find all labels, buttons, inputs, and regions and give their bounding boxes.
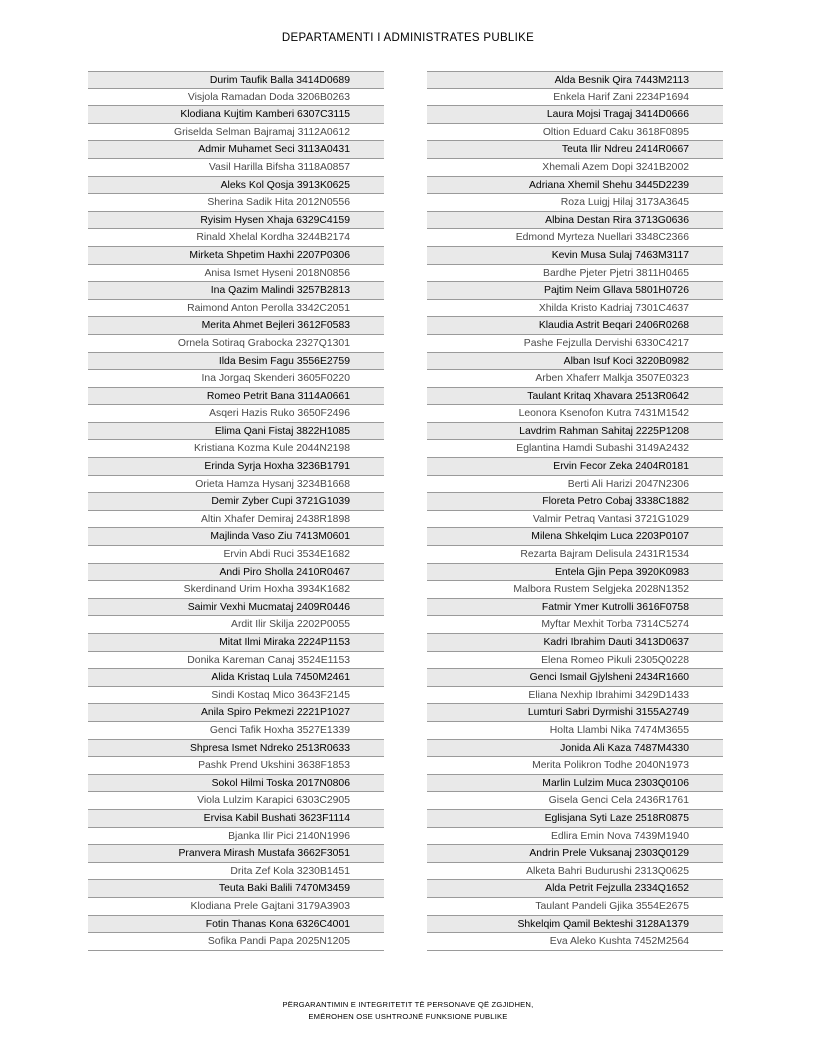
list-item: Berti Ali Harizi 2047N2306: [427, 476, 723, 494]
list-item: Andi Piro Sholla 2410R0467: [88, 564, 384, 582]
list-item: Enkela Harif Zani 2234P1694: [427, 89, 723, 107]
list-item: Alida Kristaq Lula 7450M2461: [88, 669, 384, 687]
list-item: Ardit Ilir Skilja 2202P0055: [88, 616, 384, 634]
list-item: Lavdrim Rahman Sahitaj 2225P1208: [427, 423, 723, 441]
list-item: Fatmir Ymer Kutrolli 3616F0758: [427, 599, 723, 617]
list-item: Sherina Sadik Hita 2012N0556: [88, 194, 384, 212]
list-item: Merita Ahmet Bejleri 3612F0583: [88, 317, 384, 335]
list-item: Arben Xhaferr Malkja 3507E0323: [427, 370, 723, 388]
list-item: Anisa Ismet Hyseni 2018N0856: [88, 265, 384, 283]
list-item: Oltion Eduard Caku 3618F0895: [427, 124, 723, 142]
list-item: Alketa Bahri Budurushi 2313Q0625: [427, 863, 723, 881]
list-item: Sindi Kostaq Mico 3643F2145: [88, 687, 384, 705]
list-item: Alda Besnik Qira 7443M2113: [427, 71, 723, 89]
list-item: Asqeri Hazis Ruko 3650F2496: [88, 405, 384, 423]
list-item: Romeo Petrit Bana 3114A0661: [88, 388, 384, 406]
list-item: Alda Petrit Fejzulla 2334Q1652: [427, 880, 723, 898]
list-item: Fotin Thanas Kona 6326C4001: [88, 916, 384, 934]
list-item: Lumturi Sabri Dyrmishi 3155A2749: [427, 704, 723, 722]
list-item: Vasil Harilla Bifsha 3118A0857: [88, 159, 384, 177]
list-item: Elima Qani Fistaj 3822H1085: [88, 423, 384, 441]
list-item: Donika Kareman Canaj 3524E1153: [88, 652, 384, 670]
list-item: Eglantina Hamdi Subashi 3149A2432: [427, 440, 723, 458]
list-item: Merita Polikron Todhe 2040N1973: [427, 757, 723, 775]
list-item: Genci Tafik Hoxha 3527E1339: [88, 722, 384, 740]
list-item: Ryisim Hysen Xhaja 6329C4159: [88, 212, 384, 230]
list-item: Pranvera Mirash Mustafa 3662F3051: [88, 845, 384, 863]
list-item: Bardhe Pjeter Pjetri 3811H0465: [427, 265, 723, 283]
list-item: Milena Shkelqim Luca 2203P0107: [427, 528, 723, 546]
list-item: Admir Muhamet Seci 3113A0431: [88, 141, 384, 159]
list-item: Entela Gjin Pepa 3920K0983: [427, 564, 723, 582]
list-item: Xhemali Azem Dopi 3241B2002: [427, 159, 723, 177]
list-item: Ervin Abdi Ruci 3534E1682: [88, 546, 384, 564]
list-item: Elena Romeo Pikuli 2305Q0228: [427, 652, 723, 670]
list-item: Laura Mojsi Tragaj 3414D0666: [427, 106, 723, 124]
footer-line-1: PËRGARANTIMIN E INTEGRITETIT TË PERSONAVE QË ZGJIDHEN,: [282, 1000, 534, 1009]
list-item: Edlira Emin Nova 7439M1940: [427, 828, 723, 846]
list-item: Marlin Lulzim Muca 2303Q0106: [427, 775, 723, 793]
list-item: Pashk Prend Ukshini 3638F1853: [88, 757, 384, 775]
left-name-list: [88, 71, 384, 951]
list-item: Sokol Hilmi Toska 2017N0806: [88, 775, 384, 793]
list-item: Orieta Hamza Hysanj 3234B1668: [88, 476, 384, 494]
list-item: Jonida Ali Kaza 7487M4330: [427, 740, 723, 758]
list-item: Edmond Myrteza Nuellari 3348C2366: [427, 229, 723, 247]
list-item: Shpresa Ismet Ndreko 2513R0633: [88, 740, 384, 758]
list-item: Klodiana Prele Gajtani 3179A3903: [88, 898, 384, 916]
list-item: Visjola Ramadan Doda 3206B0263: [88, 89, 384, 107]
list-item: Kristiana Kozma Kule 2044N2198: [88, 440, 384, 458]
list-item: Bjanka Ilir Pici 2140N1996: [88, 828, 384, 846]
list-item: Xhilda Kristo Kadriaj 7301C4637: [427, 300, 723, 318]
footer-line-2: EMËROHEN OSE USHTROJNË FUNKSIONE PUBLIKE: [308, 1012, 508, 1021]
list-item: Gisela Genci Cela 2436R1761: [427, 792, 723, 810]
list-item: Ervisa Kabil Bushati 3623F1114: [88, 810, 384, 828]
list-item: Mitat Ilmi Miraka 2224P1153: [88, 634, 384, 652]
list-item: Eva Aleko Kushta 7452M2564: [427, 933, 723, 951]
list-item: Kevin Musa Sulaj 7463M3117: [427, 247, 723, 265]
list-item: Ornela Sotiraq Grabocka 2327Q1301: [88, 335, 384, 353]
list-item: Rezarta Bajram Delisula 2431R1534: [427, 546, 723, 564]
list-item: Aleks Kol Qosja 3913K0625: [88, 177, 384, 195]
list-item: Myftar Mexhit Torba 7314C5274: [427, 616, 723, 634]
list-item: Taulant Pandeli Gjika 3554E2675: [427, 898, 723, 916]
list-item: Andrin Prele Vuksanaj 2303Q0129: [427, 845, 723, 863]
footer: [0, 999, 816, 1023]
list-item: Viola Lulzim Karapici 6303C2905: [88, 792, 384, 810]
list-item: Albina Destan Rira 3713G0636: [427, 212, 723, 230]
list-item: Eglisjana Syti Laze 2518R0875: [427, 810, 723, 828]
list-item: Adriana Xhemil Shehu 3445D2239: [427, 177, 723, 195]
list-item: Saimir Vexhi Mucmataj 2409R0446: [88, 599, 384, 617]
list-item: Eliana Nexhip Ibrahimi 3429D1433: [427, 687, 723, 705]
list-item: Teuta Baki Balili 7470M3459: [88, 880, 384, 898]
list-item: Leonora Ksenofon Kutra 7431M1542: [427, 405, 723, 423]
list-item: Ilda Besim Fagu 3556E2759: [88, 353, 384, 371]
list-item: Demir Zyber Cupi 3721G1039: [88, 493, 384, 511]
page-title: DEPARTAMENTI I ADMINISTRATES PUBLIKE: [281, 32, 535, 44]
list-item: Holta Llambi Nika 7474M3655: [427, 722, 723, 740]
list-item: Taulant Kritaq Xhavara 2513R0642: [427, 388, 723, 406]
list-item: Skerdinand Urim Hoxha 3934K1682: [88, 581, 384, 599]
list-item: Pajtim Neim Gllava 5801H0726: [427, 282, 723, 300]
list-item: Kadri Ibrahim Dauti 3413D0637: [427, 634, 723, 652]
list-item: Pashe Fejzulla Dervishi 6330C4217: [427, 335, 723, 353]
list-item: Rinald Xhelal Kordha 3244B2174: [88, 229, 384, 247]
list-item: Teuta Ilir Ndreu 2414R0667: [427, 141, 723, 159]
list-item: Durim Taufik Balla 3414D0689: [88, 71, 384, 89]
list-item: Ervin Fecor Zeka 2404R0181: [427, 458, 723, 476]
list-item: Alban Isuf Koci 3220B0982: [427, 353, 723, 371]
list-item: Klodiana Kujtim Kamberi 6307C3115: [88, 106, 384, 124]
list-item: Erinda Syrja Hoxha 3236B1791: [88, 458, 384, 476]
list-item: Genci Ismail Gjylsheni 2434R1660: [427, 669, 723, 687]
list-item: Valmir Petraq Vantasi 3721G1029: [427, 511, 723, 529]
list-item: Klaudia Astrit Beqari 2406R0268: [427, 317, 723, 335]
list-item: Mirketa Shpetim Haxhi 2207P0306: [88, 247, 384, 265]
right-name-list: [427, 71, 723, 951]
list-item: Shkelqim Qamil Bekteshi 3128A1379: [427, 916, 723, 934]
list-item: Sofika Pandi Papa 2025N1205: [88, 933, 384, 951]
list-item: Malbora Rustem Selgjeka 2028N1352: [427, 581, 723, 599]
list-item: Ina Qazim Malindi 3257B2813: [88, 282, 384, 300]
list-item: Roza Luigj Hilaj 3173A3645: [427, 194, 723, 212]
list-item: Altin Xhafer Demiraj 2438R1898: [88, 511, 384, 529]
list-item: Ina Jorgaq Skenderi 3605F0220: [88, 370, 384, 388]
list-item: Drita Zef Kola 3230B1451: [88, 863, 384, 881]
list-item: Raimond Anton Perolla 3342C2051: [88, 300, 384, 318]
list-item: Floreta Petro Cobaj 3338C1882: [427, 493, 723, 511]
list-item: Anila Spiro Pekmezi 2221P1027: [88, 704, 384, 722]
list-item: Griselda Selman Bajramaj 3112A0612: [88, 124, 384, 142]
list-item: Majlinda Vaso Ziu 7413M0601: [88, 528, 384, 546]
